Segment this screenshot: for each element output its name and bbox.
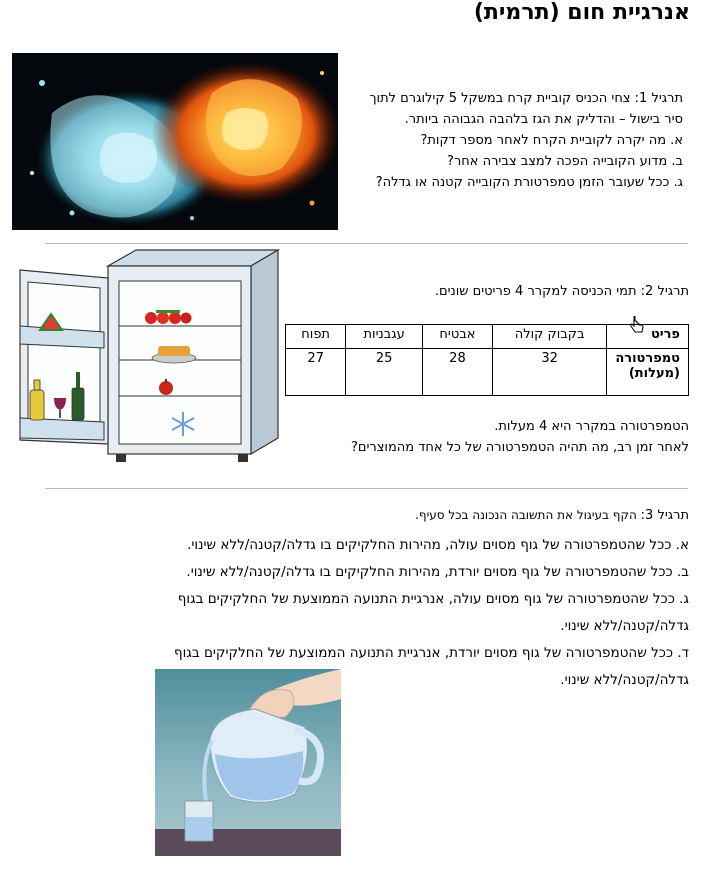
table-cell: 27 [286,349,346,396]
divider [45,488,688,489]
exercise-1-line: תרגיל 1: צחי הכניס קוביית קרח במשקל 5 קילוגרם לתוך [369,91,683,106]
exercise-3-line: ב. ככל שהטמפרטורה של גוף מסוים יורדת, מהירות החלקיקים בו גדלה/קטנה/ללא שינוי. [186,564,689,580]
table-cell: 25 [346,349,423,396]
exercise-2-line: הטמפרטורה במקרר היא 4 מעלות. [494,419,689,434]
divider [45,243,688,244]
table-cell: בקבוק קולה [492,325,606,349]
exercise-1-text [370,88,683,193]
temperature-table [285,324,689,396]
exercise-3-line: ג. ככל שהטמפרטורה של גוף מסוים עולה, אנרגיית התנועה הממוצעת של החלקיקים בגוף [177,591,689,607]
table-cell: אבטיח [423,325,493,349]
exercise-2-title: תרגיל 2: תמי הכניסה למקרר 4 פריטים שונים. [434,284,689,299]
page-title: אנרגיית חום (תרמית) [473,0,690,25]
fire-ice-fist-image [12,53,338,230]
table-cell: תפוח [286,325,346,349]
table-row [286,325,689,349]
table-cell: עגבניות [346,325,423,349]
exercise-3-instruction: הקף בעיגול את התשובה הנכונה בכל סעיף. [415,508,637,522]
exercise-3-title [415,508,689,523]
exercise-2-line: לאחר זמן רב, מה תהיה הטמפרטורה של כל אחד מהמוצרים? [350,440,689,455]
exercise-1-line: ב. מדוע הקובייה הפכה למצב צבירה אחר? [447,154,683,169]
table-row-header: טמפרטורה (מעלות) [607,349,689,396]
pouring-jug-image [155,669,341,856]
exercise-3-line: ד. ככל שהטמפרטורה של גוף מסוים יורדת, אנרגיית התנועה הממוצעת של החלקיקים בגוף [173,645,689,661]
exercise-3-label: תרגיל 3: [640,508,689,523]
table-row [286,349,689,396]
table-row-header: פריט [607,325,689,349]
table-cell: 32 [492,349,606,396]
exercise-3-line: א. ככל שהטמפרטורה של גוף מסוים עולה, מהירות החלקיקים בו גדלה/קטנה/ללא שינוי. [187,537,689,553]
exercise-1-line: ג. ככל שעובר הזמן טמפרטורת הקובייה קטנה או גדלה? [375,175,683,190]
exercise-1-line: סיר בישול – והדליק את הגז בלהבה הגבוהה ביותר. [404,112,683,127]
table-cell: 28 [423,349,493,396]
exercise-3-line: גדלה/קטנה/ללא שינוי. [560,618,689,634]
open-fridge-image [16,248,284,470]
exercise-1-line: א. מה יקרה לקוביית הקרח לאחר מספר דקות? [420,133,683,148]
exercise-3-line: גדלה/קטנה/ללא שינוי. [560,672,689,688]
exercise-2-question [351,416,689,458]
